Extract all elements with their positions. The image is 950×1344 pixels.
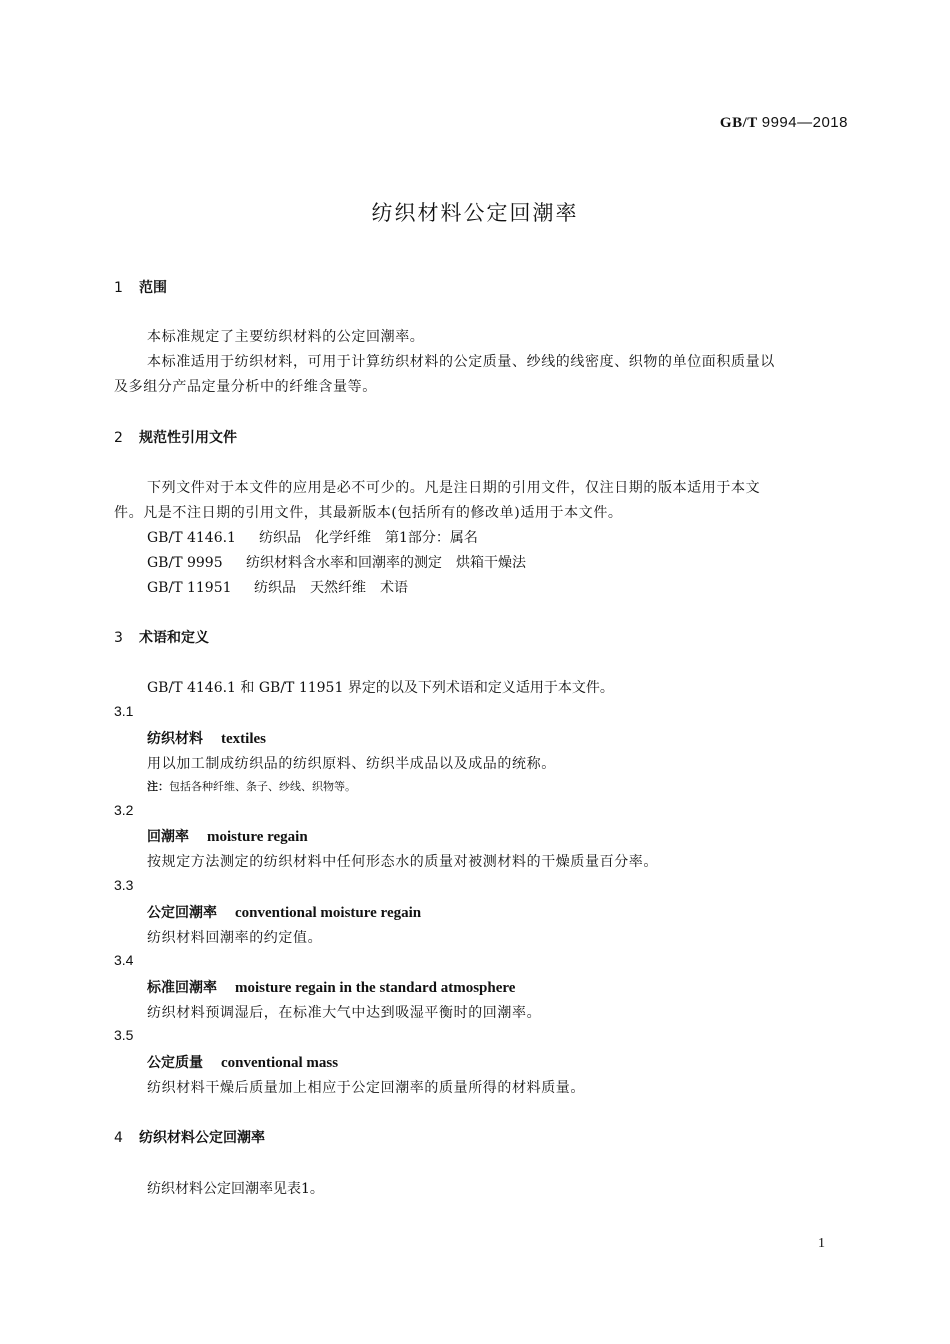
document-title: 纺织材料公定回潮率: [371, 201, 579, 225]
section-heading-3: 3 术语和定义: [114, 630, 209, 646]
standard-number: GB/T 9994—2018: [719, 114, 848, 131]
section-heading-1: 1 范围: [114, 280, 167, 296]
ref-doc: GB/T 11951 纺织品 天然纤维 术语: [147, 580, 408, 596]
section-heading-2: 2 规范性引用文件: [114, 430, 237, 446]
term-entry: 纺织材料 textiles: [147, 731, 266, 747]
term-definition: 用以加工制成纺织品的纺织原料、纺织半成品以及成品的统称。: [147, 756, 556, 772]
term-entry: 标准回潮率 moisture regain in the standard atmosphere: [147, 980, 516, 996]
refs-intro-cont: 件。凡是不注日期的引用文件，其最新版本(包括所有的修改单)适用于本文件。: [114, 505, 623, 521]
term-definition: 纺织材料干燥后质量加上相应于公定回潮率的质量所得的材料质量。: [147, 1080, 585, 1096]
terms-intro: GB/T 4146.1 和 GB/T 11951 界定的以及下列术语和定义适用于本文件。: [147, 680, 614, 696]
refs-intro: 下列文件对于本文件的应用是必不可少的。凡是注日期的引用文件，仅注日期的版本适用于本文: [147, 480, 761, 496]
term-number: 3.2: [114, 802, 134, 818]
section-heading-4: 4 纺织材料公定回潮率: [114, 1130, 265, 1146]
term-definition: 纺织材料回潮率的约定值。: [147, 930, 323, 946]
term-entry: 回潮率 moisture regain: [147, 829, 308, 845]
term-entry: 公定质量 conventional mass: [147, 1055, 339, 1071]
scope-paragraph-1: 本标准规定了主要纺织材料的公定回潮率。: [147, 329, 425, 345]
section-4-text: 纺织材料公定回潮率见表1。: [147, 1181, 324, 1197]
term-number: 3.4: [114, 952, 134, 968]
term-number: 3.1: [114, 703, 134, 719]
scope-paragraph-2-cont: 及多组分产品定量分析中的纤维含量等。: [114, 379, 377, 395]
scope-paragraph-2: 本标准适用于纺织材料，可用于计算纺织材料的公定质量、纱线的线密度、织物的单位面积质量以: [147, 354, 775, 370]
term-entry: 公定回潮率 conventional moisture regain: [147, 905, 422, 921]
ref-doc: GB/T 9995 纺织材料含水率和回潮率的测定 烘箱干燥法: [147, 555, 526, 571]
term-definition: 纺织材料预调湿后，在标准大气中达到吸湿平衡时的回潮率。: [147, 1005, 542, 1021]
term-definition: 按规定方法测定的纺织材料中任何形态水的质量对被测材料的干燥质量百分率。: [147, 854, 658, 870]
term-number: 3.3: [114, 877, 134, 893]
page-number: 1: [818, 1236, 825, 1251]
ref-doc: GB/T 4146.1 纺织品 化学纤维 第1部分：属名: [147, 530, 478, 546]
term-number: 3.5: [114, 1027, 134, 1043]
term-note: 注：包括各种纤维、条子、纱线、织物等。: [147, 780, 356, 793]
